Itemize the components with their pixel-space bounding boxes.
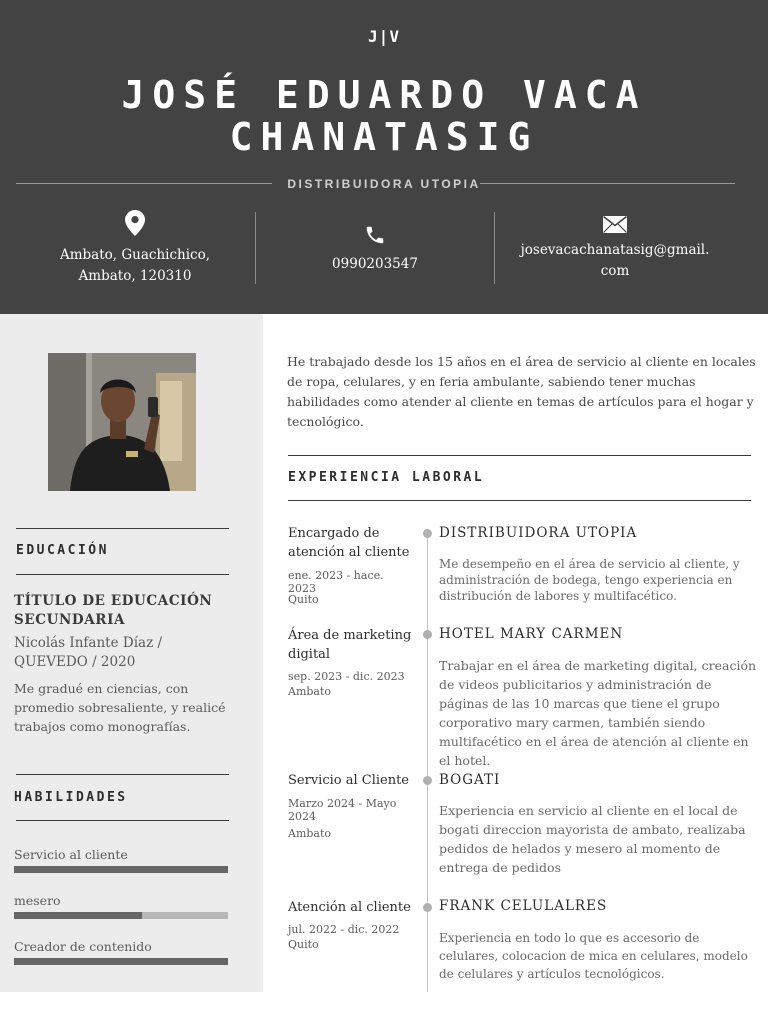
resume-header [0, 0, 768, 314]
job-company: FRANK CELULALRES [439, 898, 608, 914]
job-description: Trabajar en el área de marketing digital, creación de videos publicitarios y administración de páginas de las 10 marcas que tiene el grupo corporativo mary carmen, también siendo multifacético en el área de atención al cliente en el hotel. [439, 658, 757, 768]
experience-heading: EXPERIENCIA LABORAL [288, 470, 485, 485]
job-location: Quito [288, 593, 319, 606]
contact-divider [494, 212, 495, 284]
section-rule [288, 455, 751, 456]
skill-bar [14, 912, 228, 919]
education-degree: TÍTULO DE EDUCACIÓN SECUNDARIA [14, 593, 213, 628]
skill-bar-fill [14, 958, 228, 965]
skill-bar-fill [14, 912, 142, 919]
profile-photo [48, 353, 196, 491]
contact-phone [285, 224, 465, 275]
timeline-line [427, 530, 428, 992]
skill-label: Servicio al cliente [14, 847, 128, 862]
timeline-dot [423, 529, 432, 538]
contact-divider [255, 212, 256, 284]
skill-bar-fill [14, 866, 228, 873]
education-heading: EDUCACIÓN [16, 543, 109, 558]
subtitle: DISTRIBUIDORA UTOPIA [287, 177, 481, 191]
name-line-2: CHANATASIG [229, 115, 539, 159]
skill-bar [14, 958, 228, 965]
job-dates: sep. 2023 - dic. 2023 [288, 670, 405, 683]
section-rule [16, 574, 229, 575]
section-rule [288, 500, 751, 501]
job-role: Encargado de atención al cliente [288, 526, 410, 560]
phone-icon [364, 224, 386, 246]
job-dates: jul. 2022 - dic. 2022 [288, 923, 400, 936]
contact-email [515, 216, 715, 282]
job-company: BOGATI [439, 772, 501, 788]
name-line-1: JOSÉ EDUARDO VACA [121, 73, 647, 117]
job-role: Atención al cliente [288, 900, 411, 915]
job-role: Servicio al Cliente [288, 773, 409, 788]
job-description: Me desempeño en el área de servicio al cliente, y administración de bodega, tengo experiencia en distribución de labores y multifacético. [439, 557, 740, 603]
skill-label: mesero [14, 893, 61, 908]
contact-address [40, 210, 230, 287]
job-description: Experiencia en todo lo que es accesorio de celulares, colocacion de mica en celulares, modelo de celulares y artículos tecnológicos. [439, 931, 748, 981]
address-line-1: Ambato, Guachichico, [59, 247, 211, 263]
monogram: J|V [368, 27, 400, 46]
job-location: Quito [288, 938, 319, 951]
timeline-dot [423, 776, 432, 785]
timeline-dot [423, 903, 432, 912]
skills-heading: HABILIDADES [14, 790, 128, 805]
address-line-2: Ambato, 120310 [78, 268, 192, 284]
job-dates: Marzo 2024 - Mayo 2024 [288, 797, 397, 823]
email-line-2: com [600, 263, 630, 279]
email-line-1: josevacachanatasig@gmail. [520, 242, 710, 258]
profile-summary: He trabajado desde los 15 años en el área de servicio al cliente en locales de ropa, celulares, y en feria ambulante, sabiendo tener muchas habilidades como atender al cliente en temas de artículos para el hogar y tecnológico. [287, 354, 756, 429]
timeline-dot [423, 630, 432, 639]
job-location: Ambato [288, 685, 332, 698]
section-rule [16, 820, 229, 821]
job-description: Experiencia en servicio al cliente en el local de bogati direccion mayorista de ambato, realizaba pedidos de helados y mesero al momento de entrega de pedidos [439, 803, 746, 875]
candidate-name [0, 74, 768, 158]
section-rule [16, 528, 229, 529]
job-company: DISTRIBUIDORA UTOPIA [439, 525, 638, 541]
job-dates: ene. 2023 - hace. 2023 [288, 569, 384, 595]
job-company: HOTEL MARY CARMEN [439, 626, 624, 642]
location-pin-icon [125, 210, 145, 236]
section-rule [16, 774, 229, 775]
skill-bar [14, 866, 228, 873]
job-location: Ambato [288, 827, 332, 840]
skill-label: Creador de contenido [14, 939, 152, 954]
phone-number: 0990203547 [332, 256, 418, 272]
job-role: Área de marketing digital [288, 628, 412, 662]
education-description: Me gradué en ciencias, con promedio sobresaliente, y realicé trabajos como monografías. [14, 681, 226, 734]
left-sidebar [0, 314, 263, 992]
envelope-icon [603, 216, 627, 233]
education-school: Nicolás Infante Díaz / QUEVEDO / 2020 [14, 635, 163, 670]
